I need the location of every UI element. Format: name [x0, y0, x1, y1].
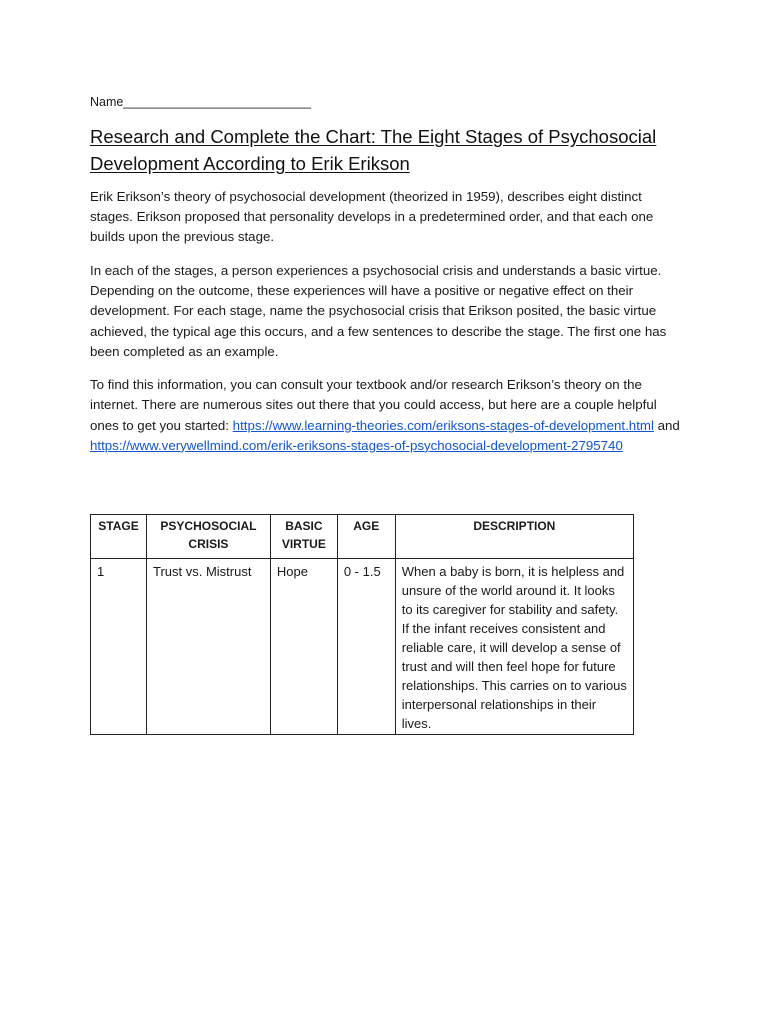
cell-crisis[interactable]: Trust vs. Mistrust [146, 559, 270, 735]
resources-paragraph [90, 375, 680, 456]
table-header-row [91, 515, 634, 559]
learning-theories-link[interactable]: https://www.learning-theories.com/eriksons-stages-of-development.html [232, 417, 654, 433]
header-description: DESCRIPTION [395, 515, 633, 559]
intro-paragraph: Erik Erikson’s theory of psychosocial development (theorized in 1959), describes eight distinct stages. Erikson proposed that personality develops in a predetermined order, and that each one builds upon the previous stage. [90, 189, 654, 245]
name-line [90, 93, 680, 111]
cell-virtue[interactable]: Hope [270, 559, 337, 735]
cell-stage[interactable]: 1 [91, 559, 147, 735]
header-virtue: BASIC VIRTUE [270, 515, 337, 559]
header-stage: STAGE [91, 515, 147, 559]
resources-conjunction: and [653, 417, 680, 433]
instructions-paragraph: In each of the stages, a person experiences a psychosocial crisis and understands a basic virtue. Depending on the outcome, these experiences will have a positive or negative effect on their development. For each stage, name the psychosocial crisis that Erikson posited, the basic virtue achieved, the typical age this occurs, and a few sentences to describe the stage. The first one has been completed as an example. [90, 262, 667, 359]
resources-text: To find this information, you can consult your textbook and/or research Erikson’s theory on the internet. There are numerous sites out there that you could access, but here are a couple helpful ones to get you started: [90, 377, 657, 433]
table-row [91, 559, 634, 735]
stages-table [90, 514, 634, 735]
document-page [90, 93, 680, 469]
name-label: Name [90, 95, 124, 109]
header-crisis: PSYCHOSOCIAL CRISIS [146, 515, 270, 559]
document-title: Research and Complete the Chart: The Eight Stages of Psychosocial Development According to Erik Erikson [90, 126, 657, 174]
verywellmind-link[interactable]: https://www.verywellmind.com/erik-eriksons-stages-of-psychosocial-development-2795740 [90, 437, 623, 453]
cell-description[interactable]: When a baby is born, it is helpless and unsure of the world around it. It looks to its caregiver for stability and safety. If the infant receives consistent and reliable care, it will develop a sense of trust and will then feel hope for future relationships. This carries on to various interpersonal relationships in their lives. [395, 559, 633, 735]
header-age: AGE [337, 515, 395, 559]
name-blank[interactable]: ___________________________ [123, 95, 312, 109]
cell-age[interactable]: 0 - 1.5 [337, 559, 395, 735]
